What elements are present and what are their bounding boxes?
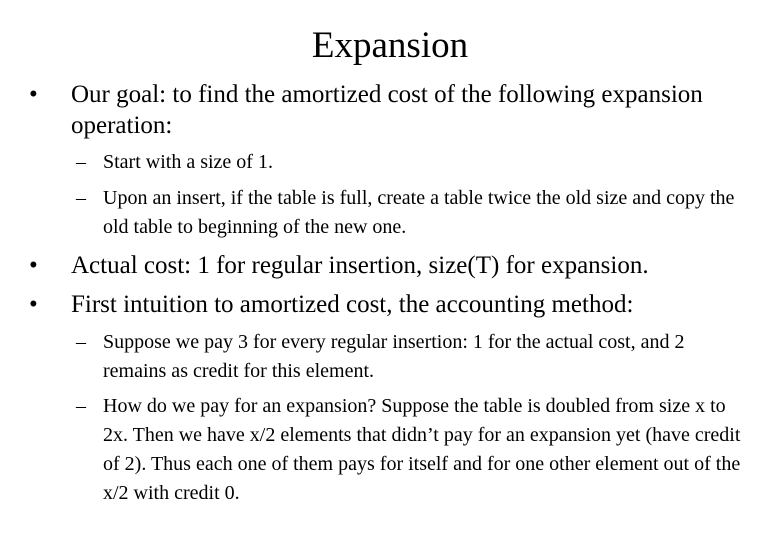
sub-bullet-start-size [76, 148, 746, 177]
bullet-actual-cost [29, 250, 759, 281]
bullet-marker: • [29, 291, 38, 318]
bullet-text: Actual cost: 1 for regular insertion, size(T) for expansion. [71, 252, 649, 279]
bullet-accounting-method [29, 289, 759, 320]
bullet-marker: • [29, 81, 38, 108]
dash-marker: – [76, 151, 86, 173]
dash-marker: – [76, 331, 86, 353]
sub-bullet-pay-three [76, 328, 746, 386]
bullet-text: Our goal: to find the amortized cost of the following expansion operation: [71, 81, 703, 139]
sub-bullet-text: Start with a size of 1. [103, 151, 273, 173]
slide-title: Expansion [311, 25, 469, 66]
bullet-marker: • [29, 252, 38, 279]
sub-bullet-expansion-payment [76, 392, 746, 508]
sub-bullet-insert-rule [76, 184, 746, 242]
bullet-goal [29, 79, 759, 141]
bullet-text: First intuition to amortized cost, the accounting method: [71, 291, 634, 318]
dash-marker: – [76, 187, 86, 209]
dash-marker: – [76, 395, 86, 417]
sub-bullet-text: How do we pay for an expansion? Suppose the table is doubled from size x to 2x. Then we have x/2 elements that didn’t pay for an expansion yet (have credit of 2). Thus each one of them pays for itself and for one other element out of the x/2 with credit 0. [103, 395, 741, 504]
sub-bullet-text: Suppose we pay 3 for every regular insertion: 1 for the actual cost, and 2 remains as credit for this element. [103, 331, 685, 382]
sub-bullet-text: Upon an insert, if the table is full, create a table twice the old size and copy the old table to beginning of the new one. [103, 187, 735, 238]
